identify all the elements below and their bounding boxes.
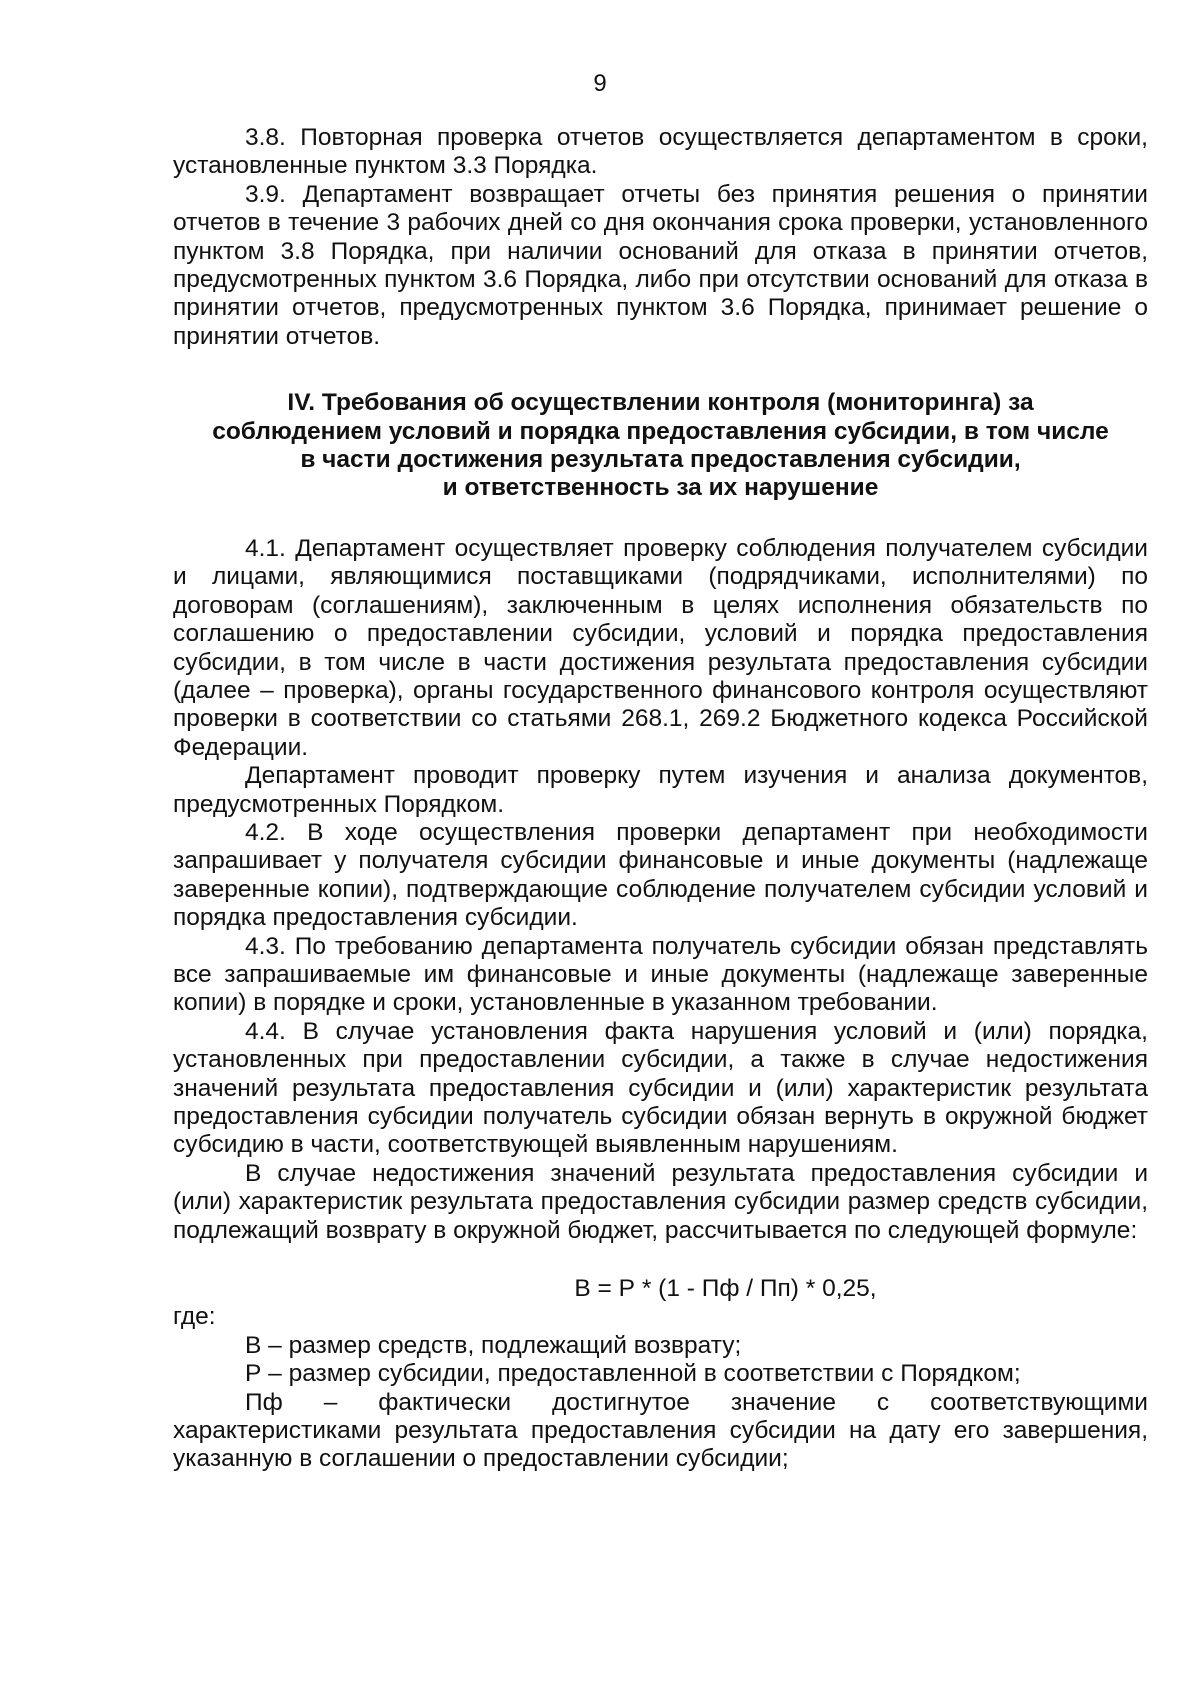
paragraph-4-1: 4.1. Департамент осуществляет проверку соблюдения получателем субсидии и лицами, являющимися поставщиками (подрядчиками, исполнителями) по договорам (соглашениям), заключенным в целях исполнения обязательств по соглашению о предоставлении субсидии, условий и порядка предоставления субсидии, в том числе в части достижения результата предоставления субсидии (далее – проверка), органы государственного финансового контроля осуществляют проверки в соответствии со статьями 268.1, 269.2 Бюджетного кодекса Российской Федерации. xyxy=(173,534,1148,761)
heading-line: в части достижения результата предоставления субсидии, xyxy=(300,446,1021,474)
heading-line: и ответственность за их нарушение xyxy=(442,474,879,502)
paragraph-4-3: 4.3. По требованию департамента получатель субсидии обязан представлять все запрашиваемые им финансовые и иные документы (надлежаще заверенные копии) в порядке и сроки, установленные в указанном требовании. xyxy=(173,932,1148,1017)
definition-r: Р – размер субсидии, предоставленной в соответствии с Порядком; xyxy=(245,1360,1021,1388)
formula: В = Р * (1 - Пф / Пп) * 0,25, xyxy=(574,1275,877,1303)
page-number: 9 xyxy=(593,70,607,97)
paragraph-4-4: 4.4. В случае установления факта нарушения условий и (или) порядка, установленных при предоставлении субсидии, а также в случае недостижения значений результата предоставления субсидии и (или) характеристик результата предоставления субсидии получатель субсидии обязан вернуть в окружной бюджет субсидию в части, соответствующей выявленным нарушениям. xyxy=(173,1017,1148,1159)
definition-b: В – размер средств, подлежащий возврату; xyxy=(245,1331,742,1359)
paragraph-3-8: 3.8. Повторная проверка отчетов осуществляется департаментом в сроки, установленные пунктом 3.3 Порядка. xyxy=(173,124,1148,180)
paragraph-4-2: 4.2. В ходе осуществления проверки департамент при необходимости запрашивает у получателя субсидии финансовые и иные документы (надлежаще заверенные копии), подтверждающие соблюдение получателем субсидии условий и порядка предоставления субсидии. xyxy=(173,818,1148,932)
paragraph-3-9: 3.9. Департамент возвращает отчеты без принятия решения о принятии отчетов в течение 3 рабочих дней со дня окончания срока проверки, установленного пунктом 3.8 Порядка, при наличии оснований для отказа в принятии отчетов, предусмотренных пунктом 3.6 Порядка, либо при отсутствии оснований для отказа в принятии отчетов, предусмотренных пунктом 3.6 Порядка, принимает решение о принятии отчетов. xyxy=(173,180,1148,350)
section-heading xyxy=(173,389,1148,503)
definition-pf: Пф – фактически достигнутое значение с соответствующими характеристиками результата предоставления субсидии на дату его завершения, указанную в соглашении о предоставлении субсидии; xyxy=(173,1388,1148,1473)
paragraph-formula-intro: В случае недостижения значений результата предоставления субсидии и (или) характеристик результата предоставления субсидии размер средств субсидии, подлежащий возврату в окружной бюджет, рассчитывается по следующей формуле: xyxy=(173,1159,1148,1244)
document-body xyxy=(173,124,1148,1474)
paragraph-4-1-continued: Департамент проводит проверку путем изучения и анализа документов, предусмотренных Порядком. xyxy=(173,762,1148,818)
where-label: где: xyxy=(173,1303,216,1331)
heading-line: IV. Требования об осуществлении контроля (мониторинга) за xyxy=(287,389,1034,417)
heading-line: соблюдением условий и порядка предоставления субсидии, в том числе xyxy=(212,417,1109,445)
